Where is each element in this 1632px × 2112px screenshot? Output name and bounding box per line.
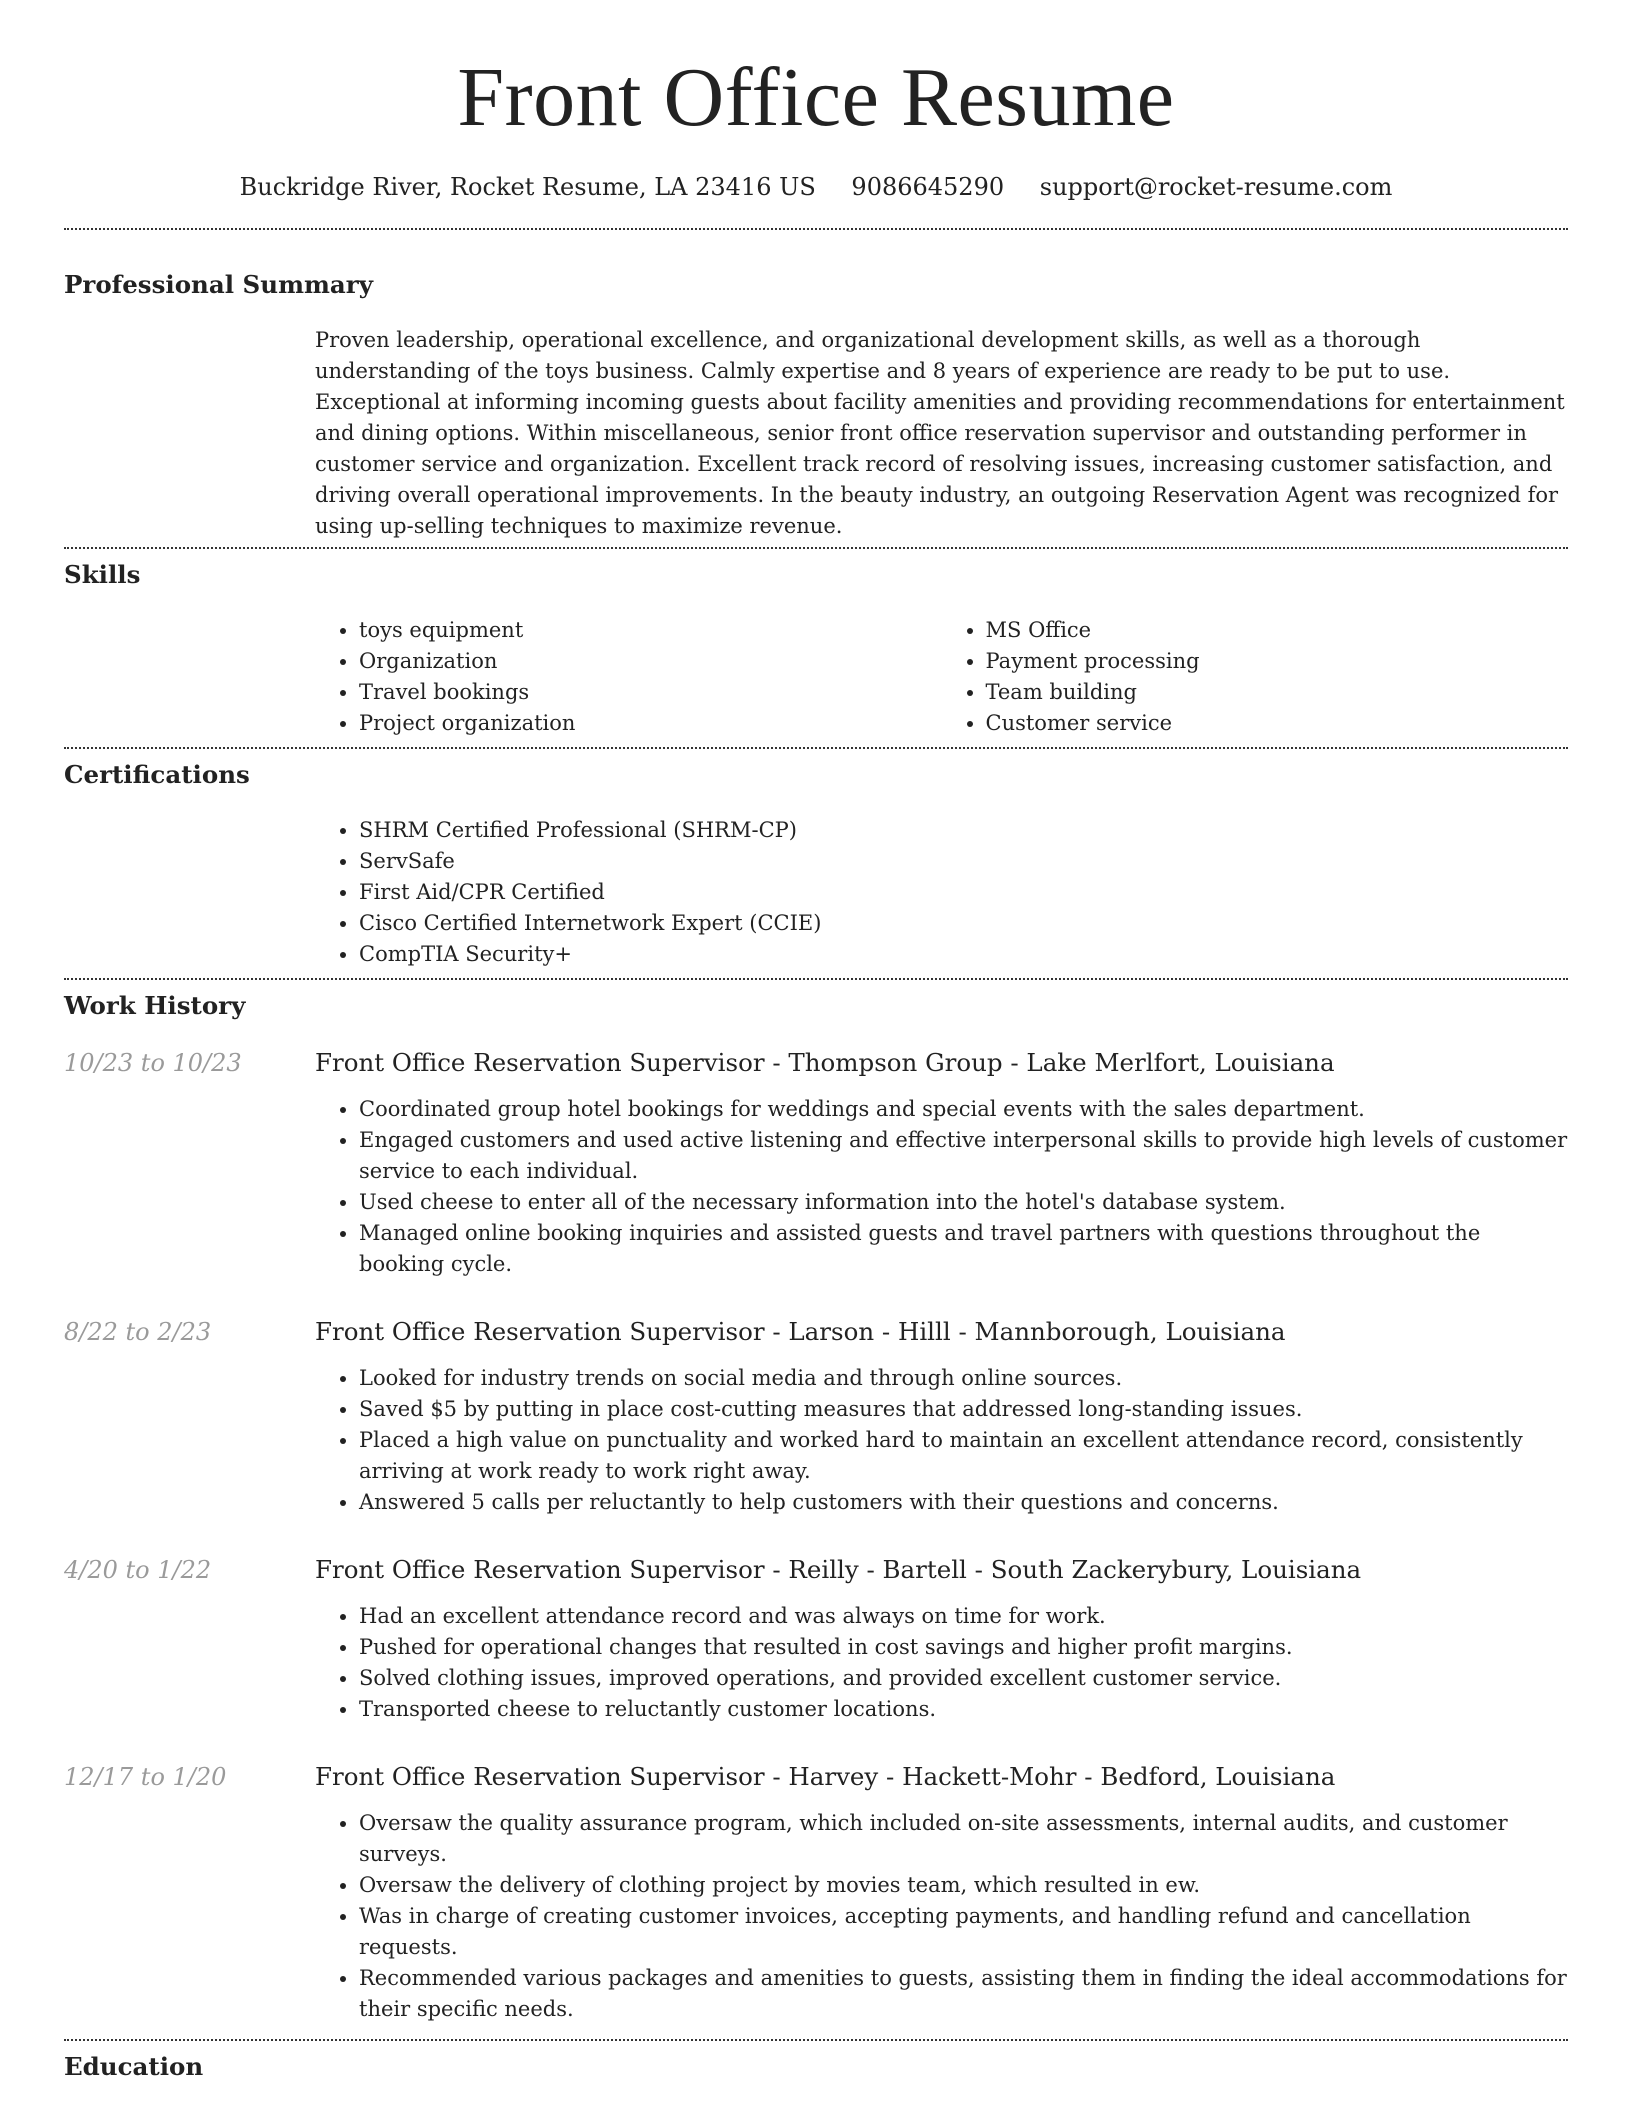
certification-item: • ServSafe xyxy=(359,846,1568,877)
job-bullet: • Placed a high value on punctuality and worked hard to maintain an excellent attendance record, consistently arriving at work ready to work right away. xyxy=(359,1425,1568,1487)
skills-list-left xyxy=(315,615,942,739)
job-bullet: • Recommended various packages and amenities to guests, assisting them in finding the ideal accommodations for their specific needs. xyxy=(359,1963,1568,2025)
job-bullets xyxy=(315,1601,1568,1725)
resume-page xyxy=(64,0,1568,2082)
summary-text: Proven leadership, operational excellence, and organizational development skills, as well as a thorough understanding of the toys business. Calmly expertise and 8 years of experience are ready to be put to use. Exceptional at informing incoming guests about facility amenities and providing recommendations for entertainment and dining options. Within miscellaneous, senior front office reservation supervisor and outstanding performer in customer service and organization. Excellent track record of resolving issues, increasing customer satisfaction, and driving overall operational improvements. In the beauty industry, an outgoing Reservation Agent was recognized for using up-selling techniques to maximize revenue. xyxy=(315,328,1565,538)
job-bullet: • Transported cheese to reluctantly customer locations. xyxy=(359,1694,1568,1725)
job-bullet: • Answered 5 calls per reluctantly to help customers with their questions and concerns. xyxy=(359,1487,1568,1518)
skill-item: • Project organization xyxy=(359,708,942,739)
job-details xyxy=(315,1094,1568,1280)
certification-item: • First Aid/CPR Certified xyxy=(359,877,1568,908)
resume-name: Front Office Resume xyxy=(457,51,1175,144)
section-title-work-history: Work History xyxy=(64,991,246,1020)
skill-item: • Organization xyxy=(359,646,942,677)
section-divider xyxy=(64,978,1568,980)
section-title-summary: Professional Summary xyxy=(64,270,373,299)
education-section xyxy=(64,2052,1568,2082)
job-dates: 4/20 to 1/22 xyxy=(64,1556,212,1584)
job-bullet: • Used cheese to enter all of the necessary information into the hotel's database system. xyxy=(359,1187,1568,1218)
section-divider xyxy=(64,747,1568,749)
resume-header xyxy=(64,0,1568,202)
work-history-section xyxy=(64,991,1568,2025)
skill-item: • MS Office xyxy=(986,615,1569,646)
skills-section xyxy=(64,560,1568,739)
skill-item: • Team building xyxy=(986,677,1569,708)
job-bullet: • Was in charge of creating customer invoices, accepting payments, and handling refund and cancellation requests. xyxy=(359,1901,1568,1963)
certification-item: • SHRM Certified Professional (SHRM-CP) xyxy=(359,815,1568,846)
summary-section xyxy=(64,270,1568,542)
job-entry xyxy=(64,1762,1568,2025)
section-title-skills: Skills xyxy=(64,560,141,589)
job-dates: 12/17 to 1/20 xyxy=(64,1763,227,1791)
job-bullet: • Solved clothing issues, improved operations, and provided excellent customer service. xyxy=(359,1663,1568,1694)
job-bullet: • Oversaw the delivery of clothing project by movies team, which resulted in ew. xyxy=(359,1870,1568,1901)
certifications-section xyxy=(64,760,1568,970)
job-title: Front Office Reservation Supervisor - Larson - Hilll - Mannborough, Louisiana xyxy=(315,1317,1286,1346)
section-divider xyxy=(64,228,1568,230)
job-details xyxy=(315,1808,1568,2025)
job-entry xyxy=(64,1555,1568,1725)
skill-item: • Customer service xyxy=(986,708,1569,739)
skill-item: • Payment processing xyxy=(986,646,1569,677)
skills-list-right xyxy=(942,615,1569,739)
job-bullets xyxy=(315,1363,1568,1518)
skill-item: • Travel bookings xyxy=(359,677,942,708)
contact-line xyxy=(64,172,1568,202)
job-bullet: • Oversaw the quality assurance program, which included on-site assessments, internal audits, and customer surveys. xyxy=(359,1808,1568,1870)
contact-address: Buckridge River, Rocket Resume, LA 23416 US xyxy=(239,173,816,201)
section-title-certifications: Certifications xyxy=(64,760,250,789)
job-title: Front Office Reservation Supervisor - Reilly - Bartell - South Zackerybury, Louisiana xyxy=(315,1555,1362,1584)
job-entry xyxy=(64,1048,1568,1280)
section-divider xyxy=(64,547,1568,549)
section-divider xyxy=(64,2039,1568,2041)
job-dates: 8/22 to 2/23 xyxy=(64,1318,212,1346)
job-title: Front Office Reservation Supervisor - Harvey - Hackett-Mohr - Bedford, Louisiana xyxy=(315,1762,1336,1791)
job-details xyxy=(315,1363,1568,1518)
contact-email: support@rocket-resume.com xyxy=(1039,173,1393,201)
job-bullet: • Pushed for operational changes that resulted in cost savings and higher profit margins. xyxy=(359,1632,1568,1663)
job-details xyxy=(315,1601,1568,1725)
job-bullet: • Engaged customers and used active listening and effective interpersonal skills to provide high levels of customer service to each individual. xyxy=(359,1125,1568,1187)
certifications-list xyxy=(315,815,1568,970)
job-bullet: • Saved $5 by putting in place cost-cutting measures that addressed long-standing issues. xyxy=(359,1394,1568,1425)
skill-item: • toys equipment xyxy=(359,615,942,646)
section-title-education: Education xyxy=(64,2052,204,2081)
job-bullet: • Coordinated group hotel bookings for weddings and special events with the sales department. xyxy=(359,1094,1568,1125)
certification-item: • Cisco Certified Internetwork Expert (CCIE) xyxy=(359,908,1568,939)
job-bullet: • Managed online booking inquiries and assisted guests and travel partners with questions throughout the booking cycle. xyxy=(359,1218,1568,1280)
job-bullet: • Had an excellent attendance record and was always on time for work. xyxy=(359,1601,1568,1632)
job-bullet: • Looked for industry trends on social media and through online sources. xyxy=(359,1363,1568,1394)
job-entry xyxy=(64,1317,1568,1518)
skills-columns xyxy=(315,615,1568,739)
job-bullets xyxy=(315,1808,1568,2025)
job-bullets xyxy=(315,1094,1568,1280)
job-title: Front Office Reservation Supervisor - Thompson Group - Lake Merlfort, Louisiana xyxy=(315,1048,1335,1077)
job-dates: 10/23 to 10/23 xyxy=(64,1049,242,1077)
certifications-content xyxy=(315,815,1568,970)
contact-phone: 9086645290 xyxy=(851,173,1005,201)
certification-item: • CompTIA Security+ xyxy=(359,939,1568,970)
